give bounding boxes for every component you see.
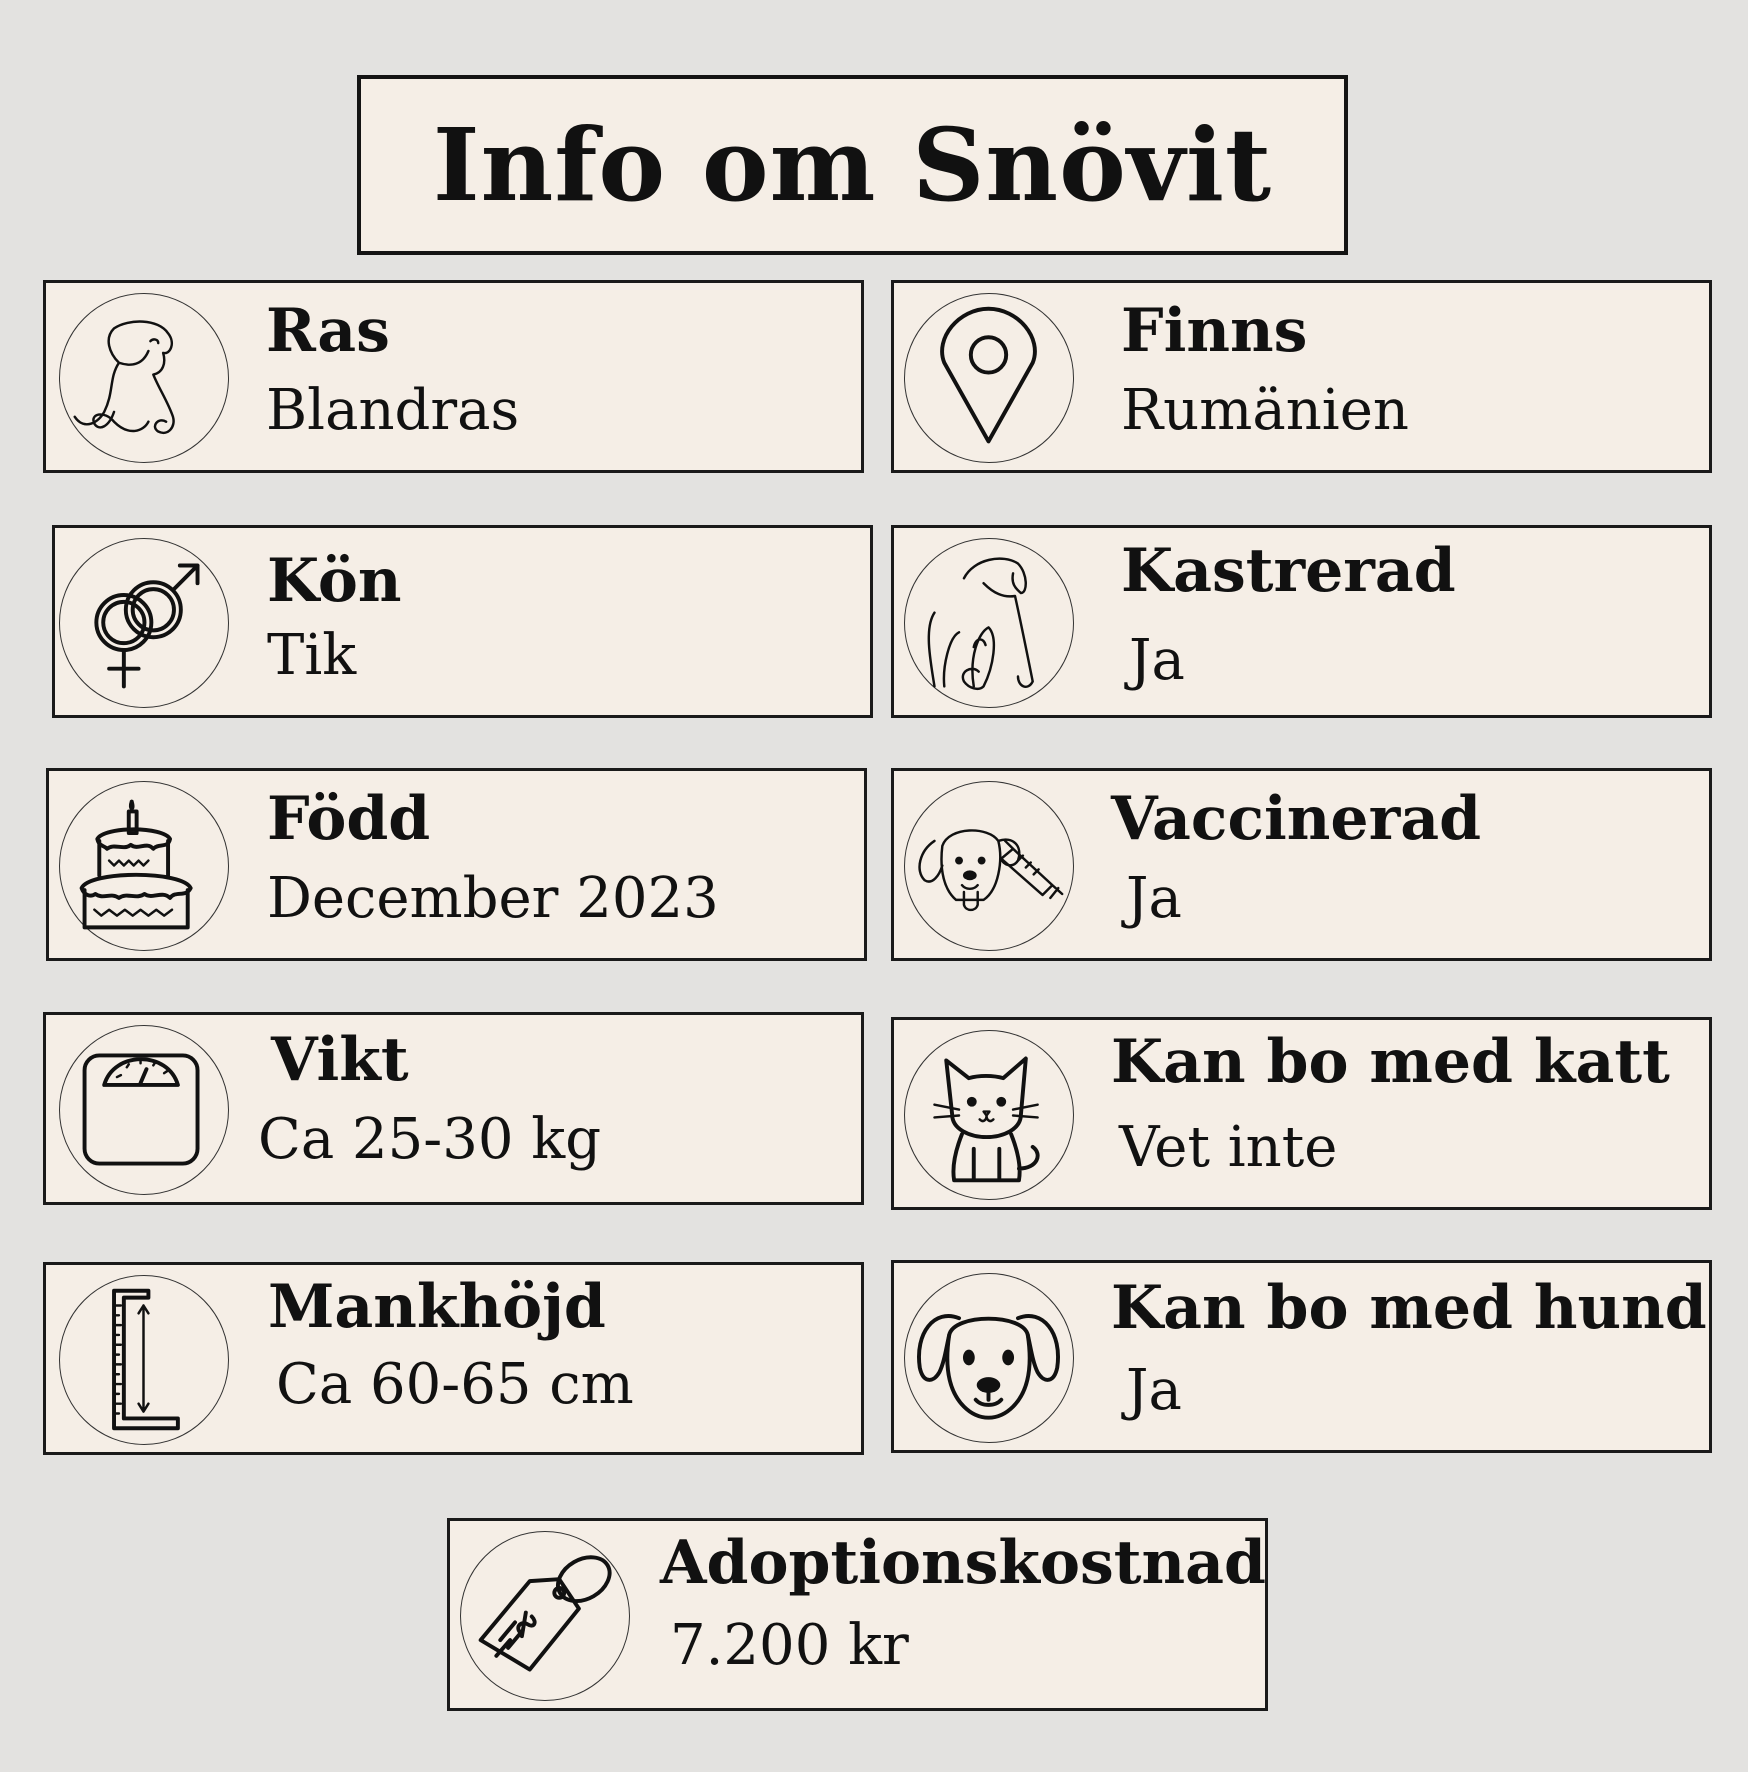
- title-box: [357, 75, 1348, 255]
- kon-label: Kön: [267, 546, 402, 616]
- card-kastrerad: [891, 525, 1712, 718]
- cat-icon: [904, 1030, 1074, 1200]
- finns-value: Rumänien: [1121, 378, 1409, 443]
- location-pin-icon: [904, 293, 1074, 463]
- height-ruler-icon: [59, 1275, 229, 1445]
- kon-value: Tik: [267, 623, 357, 688]
- sitting-dog-icon: [904, 538, 1074, 708]
- card-fodd: [46, 768, 867, 961]
- ras-label: Ras: [266, 296, 390, 366]
- card-vaccinerad: [891, 768, 1712, 961]
- finns-label: Finns: [1121, 296, 1308, 366]
- gender-symbols-icon: [59, 538, 229, 708]
- kastrerad-label: Kastrerad: [1121, 536, 1456, 606]
- vaccinerad-value: Ja: [1126, 866, 1182, 931]
- kostnad-label: Adoptionskostnad: [660, 1528, 1266, 1598]
- dog-lineart-icon: [59, 293, 229, 463]
- dog-face-icon: [904, 1273, 1074, 1443]
- card-kostnad: [447, 1518, 1268, 1711]
- fodd-label: Född: [267, 784, 431, 854]
- birthday-cake-icon: [59, 781, 229, 951]
- page-title: Info om Snövit: [432, 106, 1273, 224]
- price-tag-icon: [460, 1531, 630, 1701]
- vaccinerad-label: Vaccinerad: [1111, 784, 1482, 854]
- card-ras: [43, 280, 864, 473]
- card-katt: [891, 1017, 1712, 1210]
- dog-vaccine-icon: [904, 781, 1074, 951]
- katt-label: Kan bo med katt: [1111, 1027, 1670, 1097]
- mankhojd-label: Mankhöjd: [268, 1272, 606, 1342]
- katt-value: Vet inte: [1119, 1115, 1338, 1180]
- vikt-value: Ca 25-30 kg: [258, 1107, 602, 1172]
- fodd-value: December 2023: [267, 866, 719, 931]
- card-vikt: [43, 1012, 864, 1205]
- ras-value: Blandras: [266, 378, 520, 443]
- card-mankhojd: [43, 1262, 864, 1455]
- kastrerad-value: Ja: [1129, 628, 1185, 693]
- mankhojd-value: Ca 60-65 cm: [276, 1352, 634, 1417]
- vikt-label: Vikt: [271, 1025, 409, 1095]
- card-hund: [891, 1260, 1712, 1453]
- hund-value: Ja: [1126, 1358, 1182, 1423]
- weight-scale-icon: [59, 1025, 229, 1195]
- kostnad-value: 7.200 kr: [670, 1613, 909, 1678]
- card-kon: [52, 525, 873, 718]
- hund-label: Kan bo med hund: [1111, 1273, 1707, 1343]
- card-finns: [891, 280, 1712, 473]
